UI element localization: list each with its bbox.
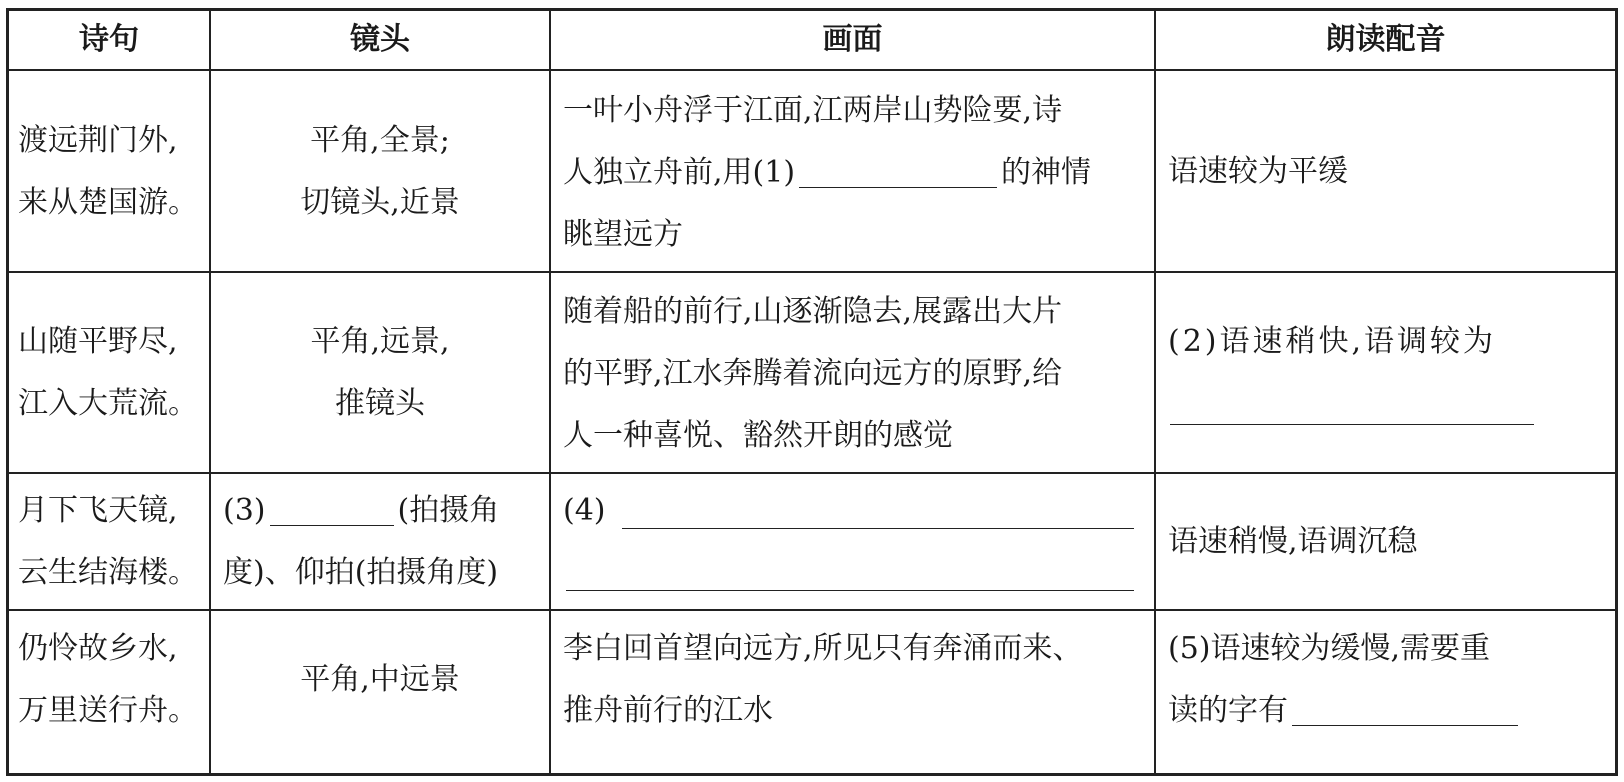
verse-cell: [18, 311, 208, 435]
table-border-right: [1615, 8, 1618, 775]
scene-line: 人一种喜悦、豁然开朗的感觉: [563, 418, 953, 453]
reading-line-with-blank: [1168, 680, 1608, 742]
header-scene: 画面: [822, 22, 883, 57]
header-reading: 朗读配音: [1325, 22, 1446, 57]
scene-cell: [563, 480, 1148, 542]
shot-text: (3): [223, 493, 266, 528]
row-divider: [6, 271, 1618, 273]
shot-cell: [211, 110, 549, 234]
scene-line: 随着船的前行,山逐渐隐去,展露出大片: [563, 294, 1063, 329]
reading-line: 语速稍慢,语调沉稳: [1168, 524, 1418, 559]
shot-line: 度)、仰拍(拍摄角度): [223, 555, 499, 590]
scene-line: (4): [563, 493, 606, 528]
reading-cell: [1168, 311, 1608, 373]
header-shot: 镜头: [350, 22, 410, 57]
scene-line: 一叶小舟浮于江面,江两岸山势险要,诗: [563, 93, 1063, 128]
verse-line: 仍怜故乡水,: [18, 631, 178, 666]
answer-blank-4a[interactable]: [622, 528, 1134, 529]
scene-line: 推舟前行的江水: [563, 693, 773, 728]
verse-line: 云生结海楼。: [18, 555, 198, 590]
shot-line: 切镜头,近景: [300, 185, 460, 220]
verse-line: 渡远荆门外,: [18, 123, 178, 158]
shot-line: 平角,远景,: [310, 324, 450, 359]
scene-cell: [563, 80, 1148, 266]
row-divider: [6, 472, 1618, 474]
scene-line: 的平野,江水奔腾着流向远方的原野,给: [563, 356, 1063, 391]
reading-line: (2)语速稍快,语调较为: [1168, 324, 1497, 359]
reading-cell: [1168, 511, 1608, 573]
scene-line-with-blank: [563, 142, 1148, 204]
shot-line-with-blank: [223, 480, 548, 542]
column-divider: [1154, 8, 1156, 775]
answer-blank-2[interactable]: [1170, 424, 1534, 425]
header-verse: 诗句: [79, 22, 139, 57]
answer-blank-4b[interactable]: [566, 590, 1134, 591]
reading-line: 语速较为平缓: [1168, 154, 1348, 189]
scene-cell: [563, 618, 1148, 742]
verse-line: 山随平野尽,: [18, 324, 178, 359]
column-divider: [549, 8, 551, 775]
shot-text: (拍摄角: [397, 493, 500, 528]
reading-cell: [1168, 141, 1608, 203]
reading-line: (5)语速较为缓慢,需要重: [1168, 631, 1491, 666]
verse-cell: [18, 110, 208, 234]
scene-text: 的神情: [1001, 155, 1092, 190]
shot-cell: [223, 480, 548, 604]
scene-text: 人独立舟前,用(1): [563, 155, 796, 190]
reading-cell: [1168, 618, 1608, 742]
table-border-bottom: [6, 773, 1618, 776]
verse-line: 江入大荒流。: [18, 386, 198, 421]
answer-blank-5[interactable]: [1292, 695, 1518, 726]
scene-cell: [563, 281, 1148, 467]
shot-line: 平角,中远景: [300, 662, 460, 697]
verse-cell: [18, 480, 208, 604]
verse-line: 来从楚国游。: [18, 185, 198, 220]
answer-blank-3[interactable]: [270, 495, 394, 526]
shot-cell: [211, 649, 549, 711]
verse-cell: [18, 618, 208, 742]
shot-line: 平角,全景;: [310, 123, 450, 158]
reading-text: 读的字有: [1168, 693, 1288, 728]
shot-line: 推镜头: [335, 386, 425, 421]
shot-cell: [211, 311, 549, 435]
scene-line: 李白回首望向远方,所见只有奔涌而来、: [563, 631, 1083, 666]
row-divider: [6, 609, 1618, 611]
answer-blank-1[interactable]: [799, 157, 997, 188]
table-border-left: [6, 8, 9, 775]
verse-line: 万里送行舟。: [18, 693, 198, 728]
verse-line: 月下飞天镜,: [18, 493, 178, 528]
scene-line: 眺望远方: [563, 217, 683, 252]
